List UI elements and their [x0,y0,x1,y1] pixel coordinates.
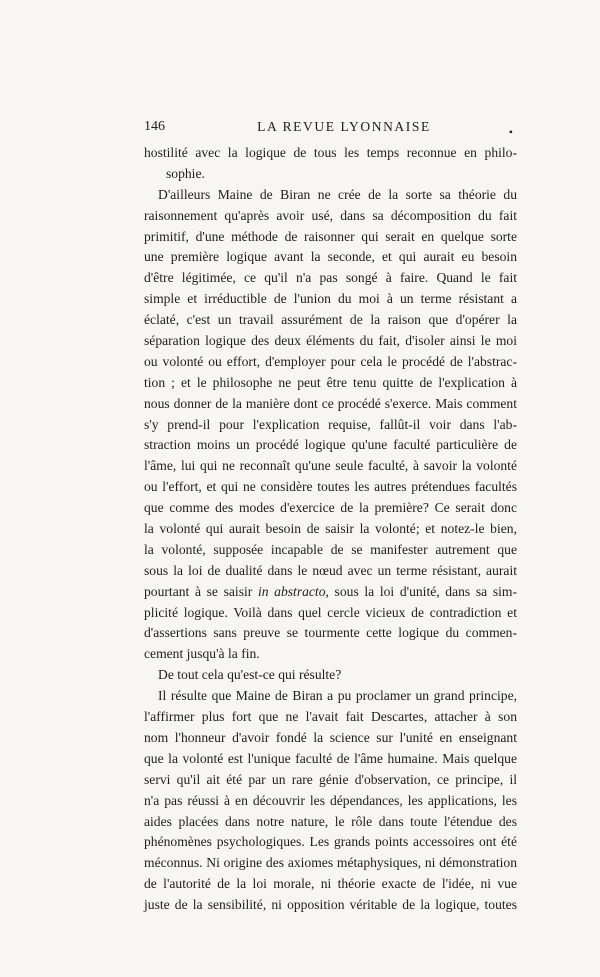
text-line: ou volonté ou effort, d'employer pour cela le procédé de l'abstrac- [144,353,517,369]
text-line: servi qu'il ait été par un rare génie d'observation, ce principe, il [144,771,517,787]
page-number: 146 [144,119,165,134]
text-line: straction moins un procédé logique qu'une faculté particulière de [144,437,517,453]
text-line: tion ; et le philosophe ne peut être tenu quitte de l'explication à [144,374,517,390]
text-line: de l'autorité de la loi morale, ni théorie exacte de l'idée, ni vue [144,876,517,892]
text-line: sophie. [166,165,205,181]
text-line: cement jusqu'à la fin. [144,646,260,662]
text-line: une première logique avant la seconde, et qui aurait eu besoin [144,249,517,265]
text-line: que la volonté est l'unique faculté de l'âme humaine. Mais quelque [144,750,517,766]
running-title: LA REVUE LYONNAISE [257,119,431,134]
text-line: que comme des modes d'exercice de la première? Ce serait donc [144,500,517,516]
text-line: éclaté, c'est un travail assurément de la raison que d'opérer la [144,312,517,328]
text-line: méconnus. Ni origine des axiomes métaphysiques, ni démonstration [144,855,517,871]
text-line: De tout cela qu'est-ce qui résulte? [158,667,342,683]
text-line: simple et irréductible de l'union du moi à un terme résistant a [144,291,517,307]
text-line: s'y prend-il pour l'explication requise, fallût-il voir dans l'ab- [144,416,517,432]
text-line: nous donner de la manière dont ce procédé s'exerce. Mais comment [144,395,517,411]
text-line: sous la loi de dualité dans le nœud avec un terme résistant, aurait [144,562,517,578]
text-line: nom l'honneur d'avoir fondé la science sur l'unité en enseignant [144,729,517,745]
text-line: ou l'effort, et qui ne considère toutes les autres prétendues facultés [144,479,517,495]
text-line: d'assertions sans preuve se tourmente cette logique du commen- [144,625,517,641]
text-line: l'affirmer plus fort que ne l'avait fait Descartes, attacher à son [144,709,517,725]
text-line: Il résulte que Maine de Biran a pu proclamer un grand principe, [158,688,517,704]
text-line: d'être légitimée, ce qu'il n'a pas songé à faire. Quand le fait [144,270,517,286]
text-line: phénomènes psychologiques. Les grands points accessoires ont été [144,834,517,850]
text-line: la volonté qui aurait besoin de saisir la volonté; et notez-le bien, [144,521,517,537]
text-line: pourtant à se saisir in abstracto, sous la loi d'unité, dans sa sim- [144,583,517,599]
text-line: plicité logique. Voilà dans quel cercle vicieux de contradiction et [144,604,517,620]
text-line: primitif, d'une méthode de raisonner qui serait en quelque sorte [144,228,517,244]
text-line: l'âme, lui qui ne reconnaît qu'une seule faculté, à savoir la volonté [144,458,517,474]
text-line: hostilité avec la logique de tous les temps reconnue en philo- [144,145,517,160]
text-line: séparation logique des deux éléments du fait, d'isoler ainsi le moi [144,333,517,349]
text-line: n'a pas réussi à en découvrir les dépendances, les applications, les [144,792,517,808]
page-header [144,119,517,139]
ink-mark: • [508,125,513,139]
text-line: D'ailleurs Maine de Biran ne crée de la sorte sa théorie du [158,186,517,202]
text-line: la volonté, supposée incapable de se manifester autrement que [144,541,517,557]
text-line: raisonnement qu'après avoir usé, dans sa décomposition du fait [144,207,517,223]
text-line: aides placées dans notre nature, le rôle dans toute l'étendue des [144,813,517,829]
text-line: juste de la sensibilité, ni opposition véritable de la logique, toutes [144,897,517,913]
body-text [144,143,517,916]
